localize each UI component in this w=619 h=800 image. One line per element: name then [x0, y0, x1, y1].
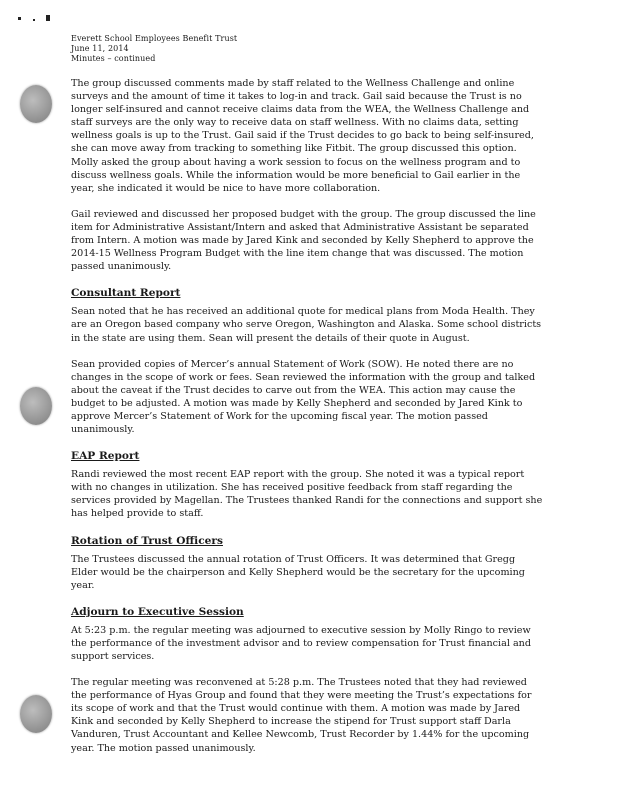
header-date: June 11, 2014	[71, 44, 129, 53]
punch-hole	[20, 85, 52, 123]
eap-paragraph: Randi reviewed the most recent EAP report with the group. She noted it was a typical report with no changes in utilization. She has received positive feedback from staff regarding the services provided by Magellan. The Trustees thanked Randi for the connections and support she has helped provide to staff.	[71, 469, 543, 520]
executive-session-heading: Adjourn to Executive Session	[71, 605, 244, 618]
executive-session-paragraph: At 5:23 p.m. the regular meeting was adjourned to executive session by Molly Ringo to review the performance of the investment advisor and to review compensation for Trust financial and support services.	[71, 624, 532, 662]
minutes-body	[71, 77, 543, 768]
rotation-paragraph: The Trustees discussed the annual rotation of Trust Officers. It was determined that Gregg Elder would be the chairperson and Kelly Shepherd would be the secretary for the upcoming year.	[71, 553, 525, 591]
punch-hole	[20, 695, 52, 733]
scan-speck	[33, 19, 35, 21]
header-subtitle: Minutes – continued	[71, 54, 156, 63]
budget-paragraph: Gail reviewed and discussed her proposed budget with the group. The group discussed the line item for Administrative Assistant/Intern and asked that Administrative Assistant be separated from Intern. A motion was made by Jared Kink and seconded by Kelly Shepherd to approve the 2014-15 Wellness Program Budget with the line item change that was discussed. The motion passed unanimously.	[71, 208, 536, 273]
rotation-heading: Rotation of Trust Officers	[71, 534, 223, 547]
punch-hole	[20, 387, 52, 425]
mercer-paragraph: Sean provided copies of Mercer’s annual Statement of Work (SOW). He noted there are no changes in the scope of work or fees. Sean reviewed the information with the group and talked about the caveat if the Trust decides to carve out from the WEA. This action may cause the budget to be adjusted. A motion was made by Kelly Shepherd and seconded by Jared Kink to approve Mercer’s Statement of Work for the upcoming fiscal year. The motion passed unanimously.	[71, 358, 536, 436]
eap-report-heading: EAP Report	[71, 450, 140, 463]
reconvene-paragraph: The regular meeting was reconvened at 5:28 p.m. The Trustees noted that they had reviewed the performance of Hyas Group and found that they were meeting the Trust’s expectations for its scope of work and that the Trust would continue with them. A motion was made by Jared Kink and seconded by Kelly Shepherd to increase the stipend for Trust support staff Darla Vanduren, Trust Accountant and Kellee Newcomb, Trust Recorder by 1.44% for the upcoming year. The motion passed unanimously.	[71, 677, 532, 754]
scan-speck	[46, 15, 50, 21]
moda-paragraph: Sean noted that he has received an additional quote for medical plans from Moda Health. They are an Oregon based company who serve Oregon, Washington and Alaska. Some school districts in the state are using them. Sean will present the details of their quote in August.	[71, 306, 542, 344]
document-header	[71, 34, 237, 64]
header-org: Everett School Employees Benefit Trust	[71, 34, 238, 43]
wellness-paragraph: The group discussed comments made by staff related to the Wellness Challenge and online surveys and the amount of time it takes to log-in and track. Gail said because the Trust is no longer self-insured and cannot receive claims data from the WEA, the Wellness Challenge and staff surveys are the only way to receive data on staff wellness. With no claims data, setting wellness goals is up to the Trust. Gail said if the Trust decides to go back to being self-insured, she can move away from tracking to something like Fitbit. The group discussed this option. Molly asked the group about having a work session to focus on the wellness program and to discuss wellness goals. While the information would be more beneficial to Gail earlier in the year, she indicated it would be nice to have more collaboration.	[71, 78, 534, 194]
consultant-report-heading: Consultant Report	[71, 287, 181, 300]
scan-speck	[18, 17, 21, 20]
